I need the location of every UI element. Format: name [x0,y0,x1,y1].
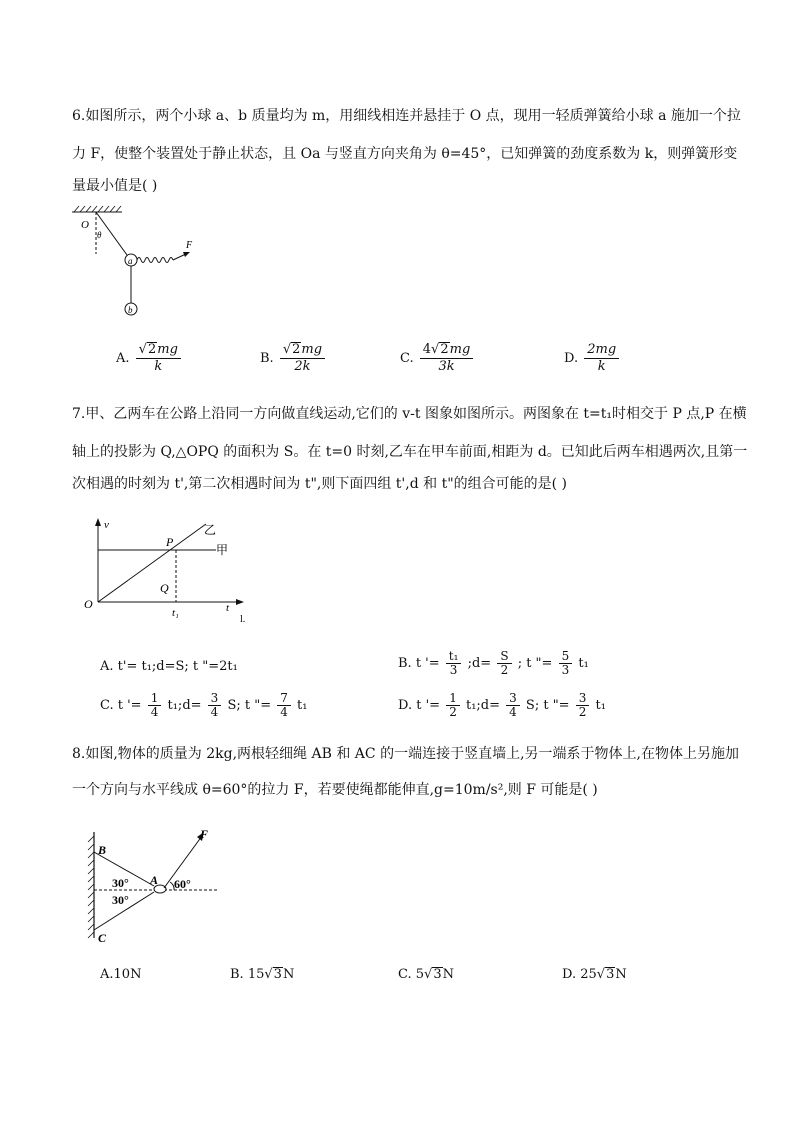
q7-label-p: P [166,535,174,549]
q8-label-a: A [150,873,159,887]
q8-option-c[interactable]: C. 5√3N [398,967,454,982]
q6-label-o: O [81,219,89,231]
q7-option-b[interactable]: B. t '= $\frac{\text{t₁}}{3}$ ;d= $\frac{S}{2}$ ; t "= $\frac{5}{3}$ t₁ [398,649,589,677]
q8-angle-f: 60° [174,877,191,891]
q8-option-a[interactable]: A.10N [100,967,142,982]
q6-option-a[interactable] [116,342,183,375]
q8-label-b: B [98,843,107,857]
q7-line-1: 7.甲、乙两车在公路上沿同一方向做直线运动,它们的 v-t 图象如图所示。两图象在 t=t₁时相交于 P 点,P 在横 [72,406,747,422]
q8-line-2: 一个方向与水平线成 θ=60°的拉力 F，若要使绳都能伸直,g=10m/s²,则 F 可能是( ) [72,782,598,798]
q6-line-1: 6.如图所示，两个小球 a、b 质量均为 m，用细线相连并悬挂于 O 点，现用一轻质弹簧给小球 a 施加一个拉 [72,108,741,124]
q6-option-letter: B. [260,351,274,366]
q7-label-o: O [84,597,93,611]
q6-option-letter: C. [400,351,414,366]
q8-line-1: 8.如图,物体的质量为 2kg,两根轻细绳 AB 和 AC 的一端连接于竖直墙上,另一端系于物体上,在物体上另施加 [72,746,739,762]
q6-line-3: 量最小值是( ) [72,178,158,194]
q6-label-theta: θ [97,230,102,240]
q8-option-d[interactable]: D. 25√3N [562,967,627,982]
q7-option-c[interactable]: C. t '= $\frac{1}{4}$ t₁;d= $\frac{3}{4}$ S; t "= $\frac{7}{4}$ t₁ [100,691,308,719]
q6-option-b[interactable] [260,342,327,375]
q7-line-2: 轴上的投影为 Q,△OPQ 的面积为 S。在 t=0 时刻,乙车在甲车前面,相距为 d。已知此后两车相遇两次,且第一 [72,444,748,460]
q6-label-f: F [186,240,193,251]
q8-figure [84,826,234,946]
q8-label-c: C [98,931,107,945]
q8-angle-upper: 30° [112,876,129,890]
q7-option-d[interactable]: D. t '= $\frac{1}{2}$ t₁;d= $\frac{3}{4}$ S; t "= $\frac{3}{2}$ t₁ [398,691,606,719]
q7-label-t1: t₁ [172,607,179,619]
q7-label-jia: 甲 [216,543,229,557]
q6-option-fraction: $\frac{2mg}{k}$ [584,342,619,375]
q6-option-d[interactable] [564,342,621,375]
q7-stray-mark: l. [240,614,246,625]
q6-option-letter: D. [564,351,579,366]
q7-option-a[interactable]: A. t'= t₁;d=S; t "=2t₁ [100,659,238,674]
q7-label-yi: 乙 [204,523,217,537]
q6-option-letter: A. [116,351,130,366]
q6-figure [70,206,210,322]
q6-label-b: b [128,305,133,315]
q6-option-fraction: $\frac{√2mg}{k}$ [136,342,181,375]
q8-option-b[interactable]: B. 15√3N [230,967,295,982]
q6-option-fraction: $\frac{4√2mg}{3k}$ [420,342,474,375]
q7-line-3: 次相遇的时刻为 t',第二次相遇时间为 t",则下面四组 t',d 和 t"的组合可能的是( ) [72,476,568,492]
q7-vt-graph [76,512,256,624]
q7-label-q: Q [160,581,169,595]
q6-option-fraction: $\frac{√2mg}{2k}$ [280,342,325,375]
q6-label-a: a [128,256,133,266]
q6-line-2: 力 F，使整个装置处于静止状态，且 Oa 与竖直方向夹角为 θ=45°，已知弹簧的劲度系数为 k，则弹簧形变 [72,146,738,162]
q8-angle-lower: 30° [112,893,129,907]
q6-option-c[interactable] [400,342,475,375]
q7-axis-t: t [226,602,230,614]
q8-label-f: F [200,827,209,841]
q7-axis-v: v [104,519,109,531]
